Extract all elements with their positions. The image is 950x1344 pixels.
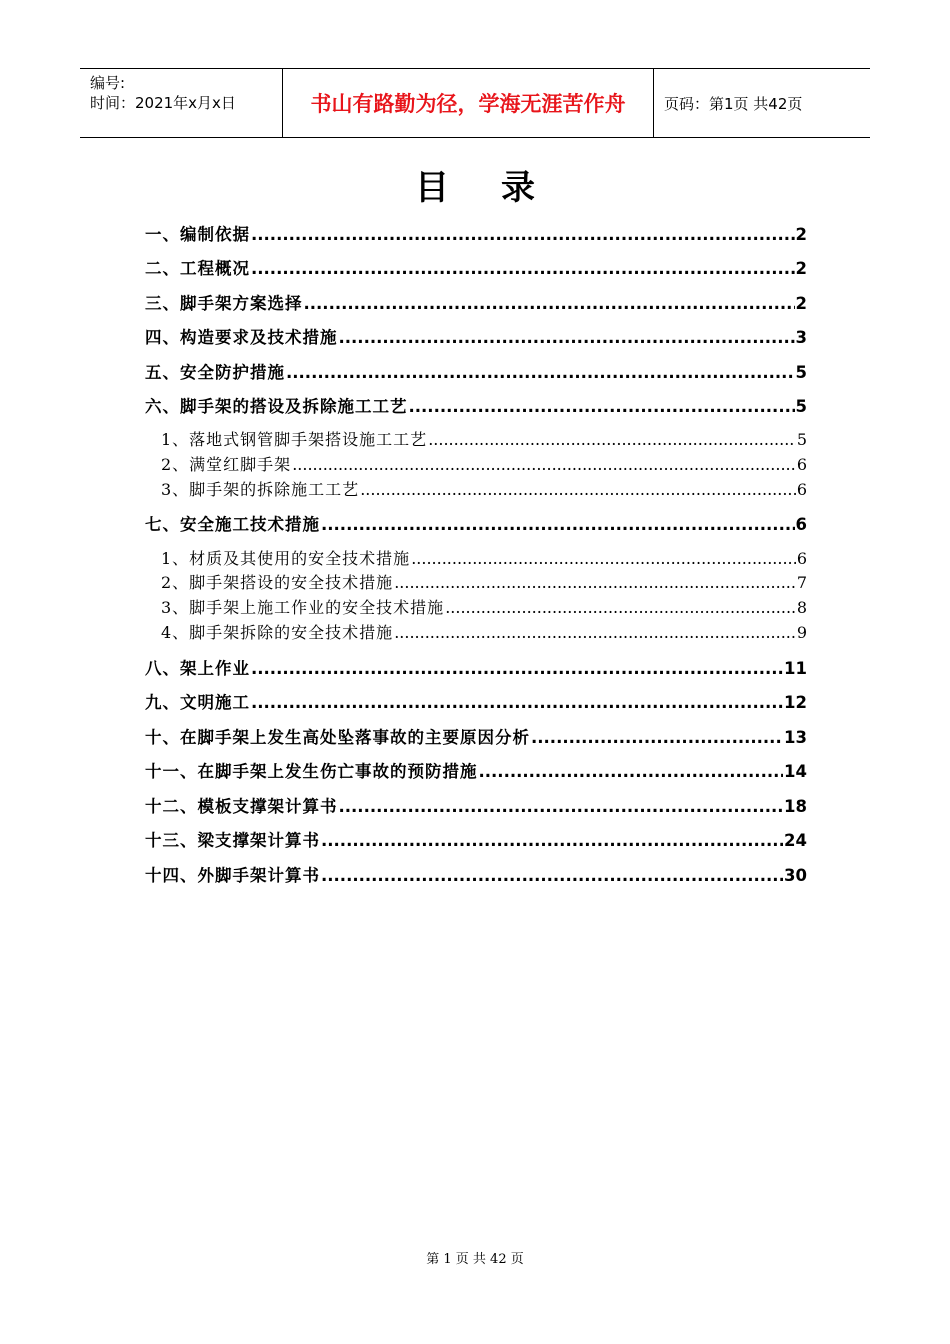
toc-leader-dots (321, 831, 783, 850)
toc-leader-dots (321, 515, 795, 534)
toc-entry[interactable] (145, 255, 807, 279)
toc-entry-title: 二、工程概况 (145, 259, 250, 278)
toc-entry-page: 14 (784, 762, 807, 781)
toc-entry-title: 四、构造要求及技术措施 (145, 328, 338, 347)
toc-entry[interactable] (161, 452, 807, 475)
toc-leader-dots (339, 797, 784, 816)
toc-entry-page: 9 (796, 623, 807, 642)
toc-entry[interactable] (145, 862, 807, 886)
toc-entry-title: 一、编制依据 (145, 225, 250, 244)
toc-entry-page: 5 (795, 397, 807, 416)
toc-entry-title: 七、安全施工技术措施 (145, 515, 320, 534)
toc-entry-page: 6 (796, 549, 807, 568)
toc-entry-page: 5 (796, 430, 807, 449)
title-right-char: 录 (501, 168, 535, 208)
toc-entry-page: 8 (796, 598, 807, 617)
toc-entry-title: 十一、在脚手架上发生伤亡事故的预防措施 (145, 762, 478, 781)
header-left-cell (80, 69, 282, 137)
toc-entry[interactable] (145, 359, 807, 383)
toc-entry[interactable] (145, 724, 807, 748)
toc-entry-title: 三、脚手架方案选择 (145, 294, 303, 313)
toc-entry-page: 7 (796, 573, 807, 592)
toc-entry-title: 十四、外脚手架计算书 (145, 866, 320, 885)
toc-leader-dots (428, 430, 796, 449)
page-title (0, 160, 950, 209)
toc-entry-title: 4、脚手架拆除的安全技术措施 (161, 623, 394, 642)
page-footer: 第 1 页 共 42 页 (426, 1252, 524, 1267)
toc-leader-dots (394, 573, 796, 592)
toc-entry-page: 24 (784, 831, 807, 850)
toc-entry[interactable] (161, 477, 807, 500)
toc-entry[interactable] (145, 758, 807, 782)
toc-entry[interactable] (161, 620, 807, 643)
toc-entry-page: 6 (795, 515, 807, 534)
toc-entry-page: 6 (796, 480, 807, 499)
toc-leader-dots (394, 623, 796, 642)
toc-entry-title: 六、脚手架的搭设及拆除施工工艺 (145, 397, 408, 416)
toc-entry-page: 6 (796, 455, 807, 474)
toc-leader-dots (411, 549, 796, 568)
toc-leader-dots (479, 762, 784, 781)
toc-entry-title: 十三、梁支撑架计算书 (145, 831, 320, 850)
toc-leader-dots (339, 328, 795, 347)
toc-entry-title: 九、文明施工 (145, 693, 250, 712)
toc-entry-title: 十、在脚手架上发生高处坠落事故的主要原因分析 (145, 728, 530, 747)
toc-leader-dots (251, 259, 795, 278)
toc-entry-page: 30 (784, 866, 807, 885)
toc-entry-page: 2 (795, 259, 807, 278)
number-label: 编号: (90, 74, 126, 92)
toc-entry-title: 八、架上作业 (145, 659, 250, 678)
page-info: 页码：第1页 共42页 (664, 94, 803, 113)
toc-entry-page: 2 (795, 225, 807, 244)
toc-leader-dots (251, 225, 795, 244)
toc-leader-dots (445, 598, 796, 617)
toc-entry-title: 1、落地式钢管脚手架搭设施工工艺 (161, 430, 428, 449)
toc-entry-page: 2 (795, 294, 807, 313)
toc-leader-dots (292, 455, 796, 474)
toc-entry[interactable] (161, 427, 807, 450)
toc-entry[interactable] (161, 546, 807, 569)
toc-entry[interactable] (145, 827, 807, 851)
toc-entry-title: 2、脚手架搭设的安全技术措施 (161, 573, 394, 592)
motto: 书山有路勤为径，学海无涯苦作舟 (282, 69, 654, 137)
toc-entry[interactable] (145, 511, 807, 535)
toc-leader-dots (531, 728, 783, 747)
toc-entry-title: 2、满堂红脚手架 (161, 455, 292, 474)
toc-leader-dots (321, 866, 783, 885)
toc-leader-dots (286, 363, 795, 382)
toc-entry-title: 3、脚手架的拆除施工工艺 (161, 480, 360, 499)
time-label: 时间：2021年x月x日 (90, 94, 236, 112)
toc-leader-dots (251, 659, 783, 678)
toc-entry[interactable] (161, 595, 807, 618)
toc-entry-title: 3、脚手架上施工作业的安全技术措施 (161, 598, 445, 617)
toc-entry[interactable] (145, 793, 807, 817)
toc-entry-page: 13 (784, 728, 807, 747)
toc-entry-page: 11 (784, 659, 807, 678)
toc-entry-page: 5 (795, 363, 807, 382)
header-table (80, 68, 870, 138)
toc-entry-title: 1、材质及其使用的安全技术措施 (161, 549, 411, 568)
toc-entry[interactable] (145, 655, 807, 679)
toc-leader-dots (304, 294, 795, 313)
toc-entry-title: 十二、模板支撑架计算书 (145, 797, 338, 816)
toc-entry[interactable] (145, 393, 807, 417)
toc-entry[interactable] (145, 290, 807, 314)
toc-leader-dots (251, 693, 783, 712)
title-left-char: 目 (415, 168, 449, 208)
toc-entry[interactable] (145, 689, 807, 713)
toc-entry[interactable] (145, 324, 807, 348)
toc-leader-dots (409, 397, 795, 416)
toc-entry-page: 12 (784, 693, 807, 712)
toc-leader-dots (360, 480, 796, 499)
toc-entry-page: 18 (784, 797, 807, 816)
toc-entry[interactable] (145, 221, 807, 245)
toc-entry-page: 3 (795, 328, 807, 347)
toc-entry-title: 五、安全防护措施 (145, 363, 285, 382)
toc-entry[interactable] (161, 570, 807, 593)
